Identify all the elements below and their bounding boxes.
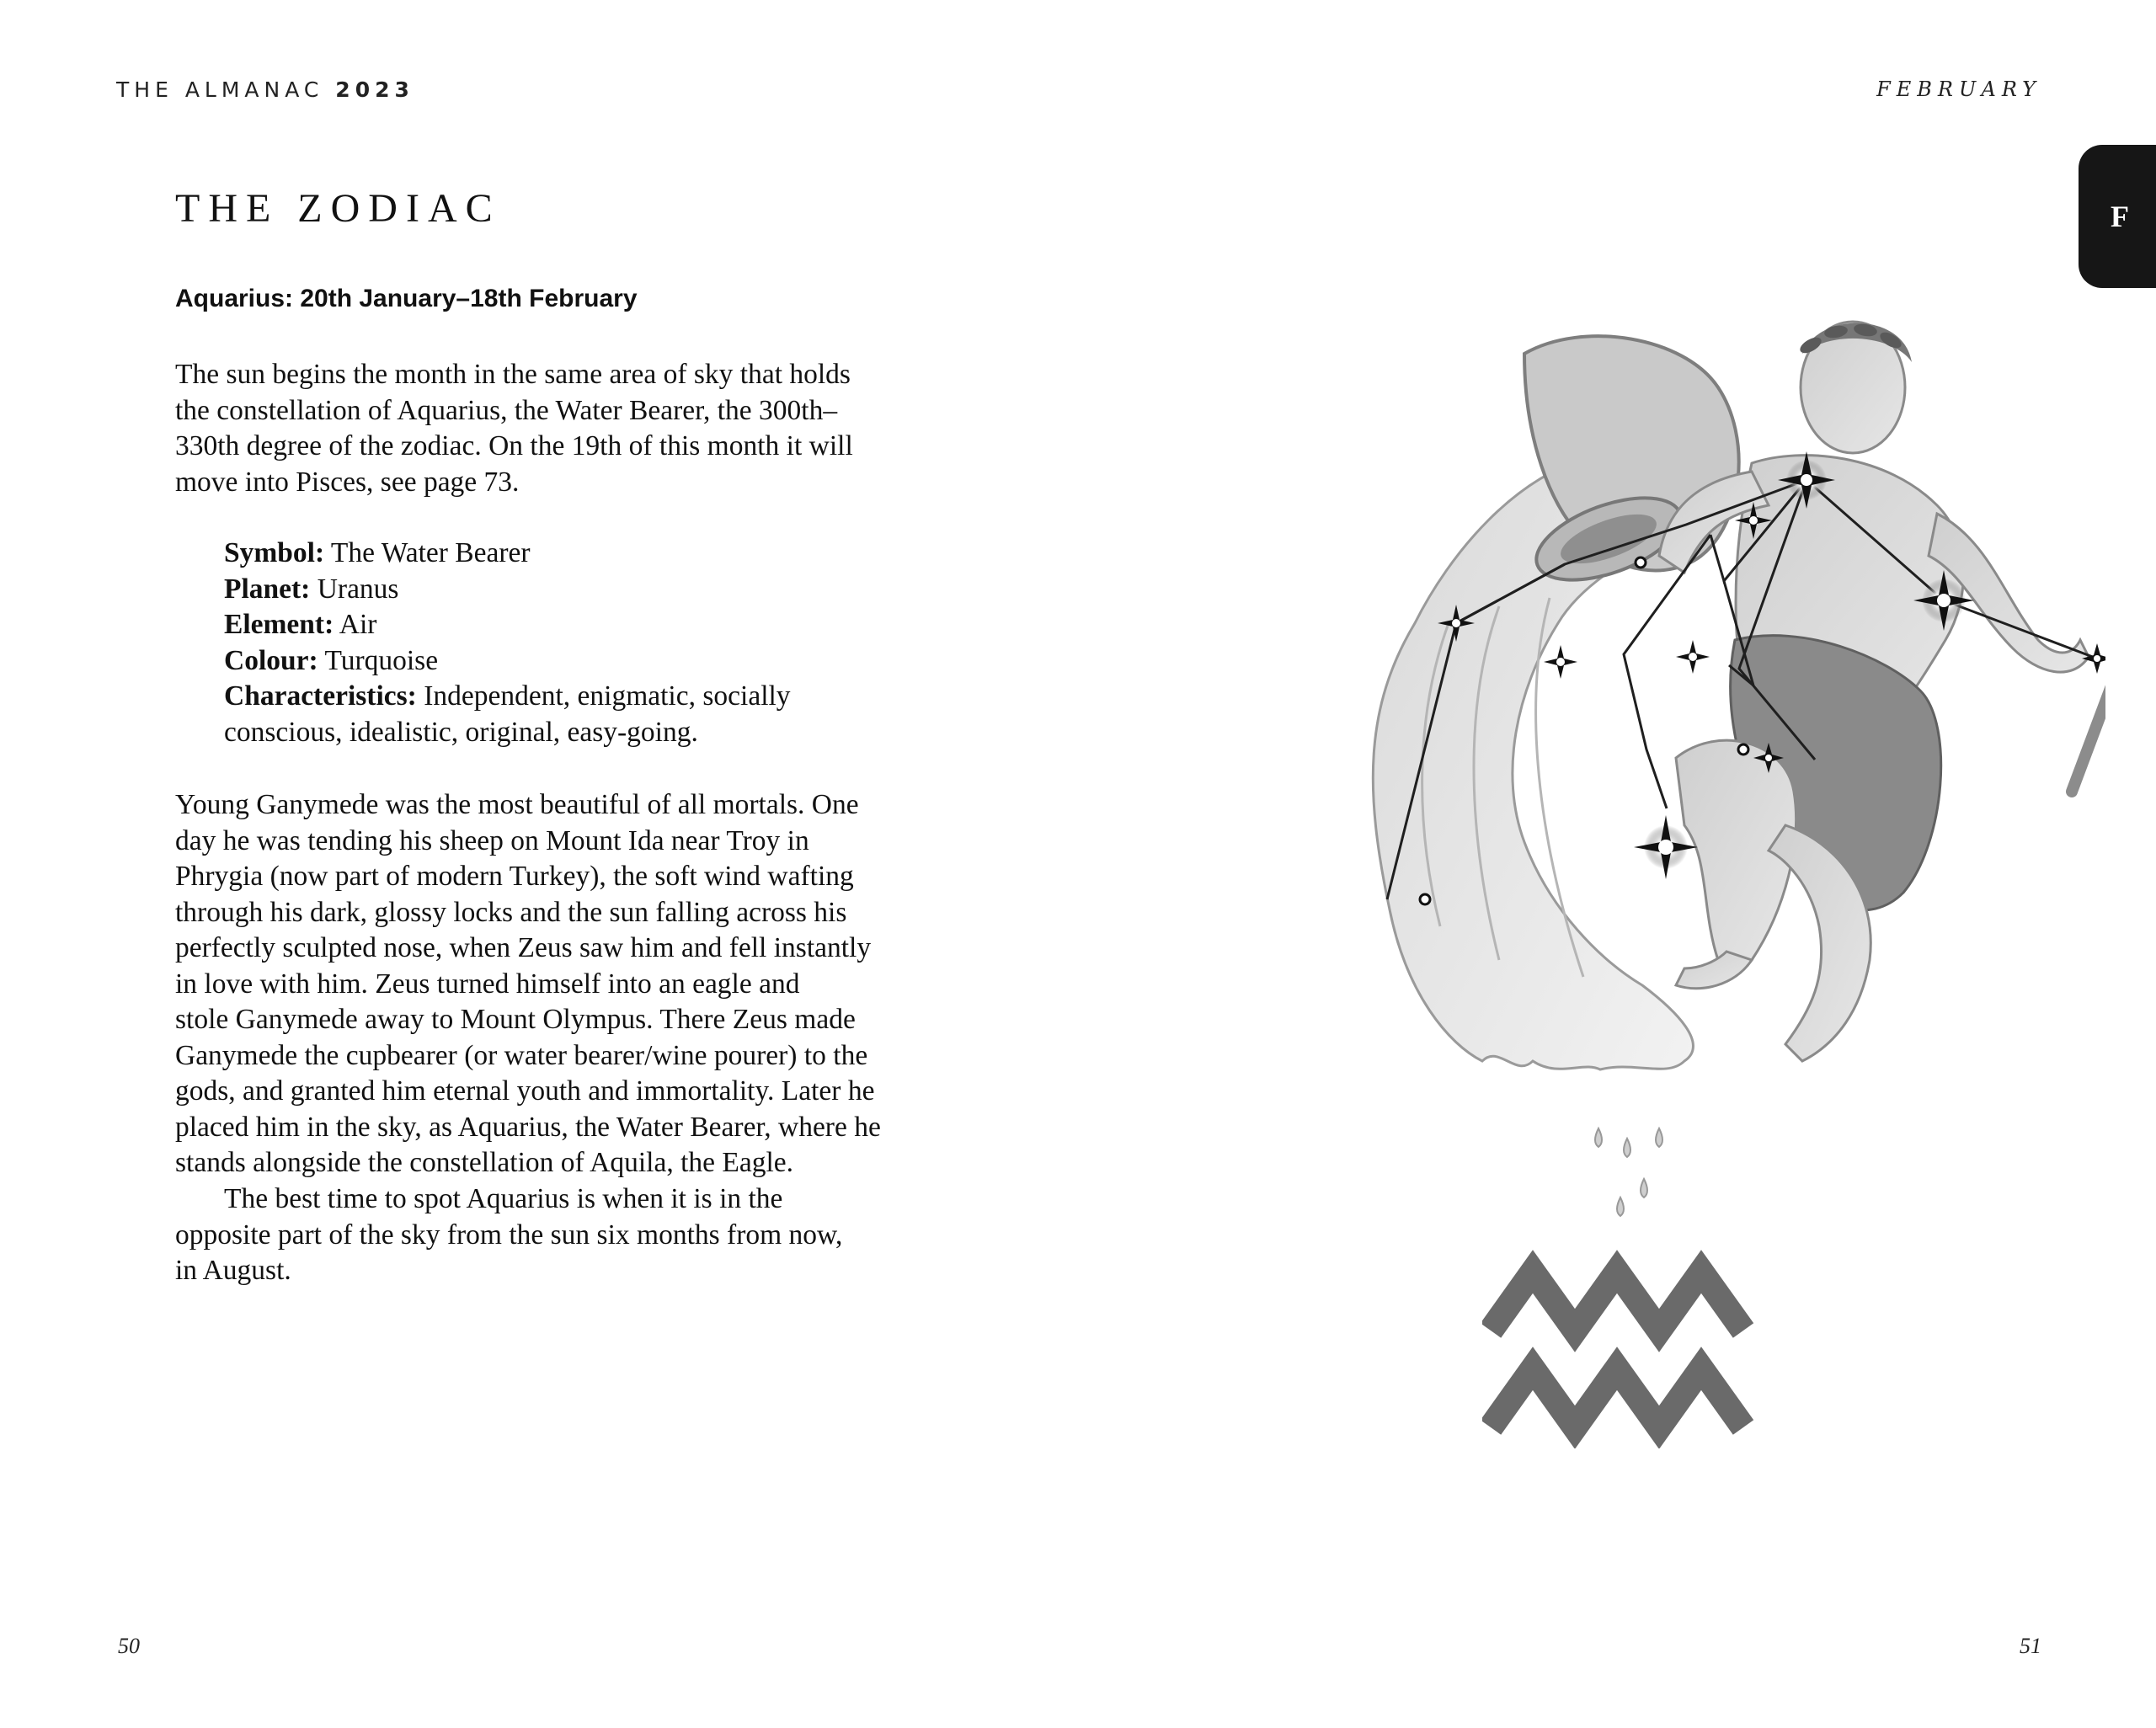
aquarius-symbol-icon [1482, 1246, 1769, 1448]
water-urn [1524, 336, 1739, 596]
fact-characteristics: Characteristics: Independent, enigmatic, socially [224, 680, 791, 712]
almanac-title: THE ALMANAC [116, 77, 324, 102]
story-line: placed him in the sky, as Aquarius, the Water Bearer, where he [175, 1111, 881, 1143]
page-number-left: 50 [118, 1634, 140, 1658]
right-page [1078, 0, 2156, 1728]
story-line: stole Ganymede away to Mount Olympus. There Zeus made [175, 1004, 856, 1035]
sign-date-range: Aquarius: 20th January–18th February [175, 285, 638, 312]
sign-facts [224, 536, 965, 750]
star-node-icon [1636, 557, 1646, 568]
fact-symbol: Symbol: The Water Bearer [224, 537, 531, 568]
fact-element: Element: Air [224, 609, 377, 640]
story-line: day he was tending his sheep on Mount Ida near Troy in [175, 824, 809, 856]
story-line: Young Ganymede was the most beautiful of all mortals. One [175, 789, 859, 820]
tip-line: opposite part of the sky from the sun six months from now, [175, 1219, 843, 1251]
story-line: gods, and granted him eternal youth and immortality. Later he [175, 1075, 875, 1107]
viewing-tip-paragraph [175, 1181, 967, 1289]
story-line: stands alongside the constellation of Aquila, the Eagle. [175, 1147, 794, 1178]
story-line: Ganymede the cupbearer (or water bearer/wine pourer) to the [175, 1039, 868, 1071]
fact-colour: Colour: Turquoise [224, 644, 439, 676]
aquarius-illustration [1162, 320, 2105, 1229]
section-title: THE ZODIAC [175, 186, 501, 231]
story-line: through his dark, glossy locks and the sun falling across his [175, 896, 847, 928]
page-number-right: 51 [2020, 1634, 2041, 1658]
fact-planet: Planet: Uranus [224, 573, 399, 605]
month-thumb-tab[interactable]: F [2079, 145, 2156, 288]
intro-line: move into Pisces, see page 73. [175, 466, 520, 498]
tip-line: The best time to spot Aquarius is when it is in the [224, 1183, 783, 1214]
star-node-icon [1420, 894, 1430, 904]
intro-line: 330th degree of the zodiac. On the 19th of this month it will [175, 430, 853, 461]
story-line: in love with him. Zeus turned himself into an eagle and [175, 968, 800, 1000]
story-line: Phrygia (now part of modern Turkey), the soft wind wafting [175, 861, 854, 892]
running-head-month: FEBRUARY [1876, 77, 2041, 101]
story-line: perfectly sculpted nose, when Zeus saw him and fell instantly [175, 932, 872, 963]
fact-characteristics-cont: conscious, idealistic, original, easy-going. [224, 716, 698, 748]
story-paragraph [175, 787, 967, 1181]
intro-paragraph [175, 357, 967, 500]
tip-line: in August. [175, 1255, 291, 1286]
star-node-icon [1738, 744, 1748, 755]
intro-line: The sun begins the month in the same area of sky that holds [175, 359, 851, 390]
star-icon [1676, 640, 1710, 674]
intro-line: the constellation of Aquarius, the Water Bearer, the 300th– [175, 394, 838, 426]
star-icon [1544, 645, 1577, 679]
running-head-left [116, 77, 414, 102]
almanac-year: 2023 [335, 77, 414, 102]
